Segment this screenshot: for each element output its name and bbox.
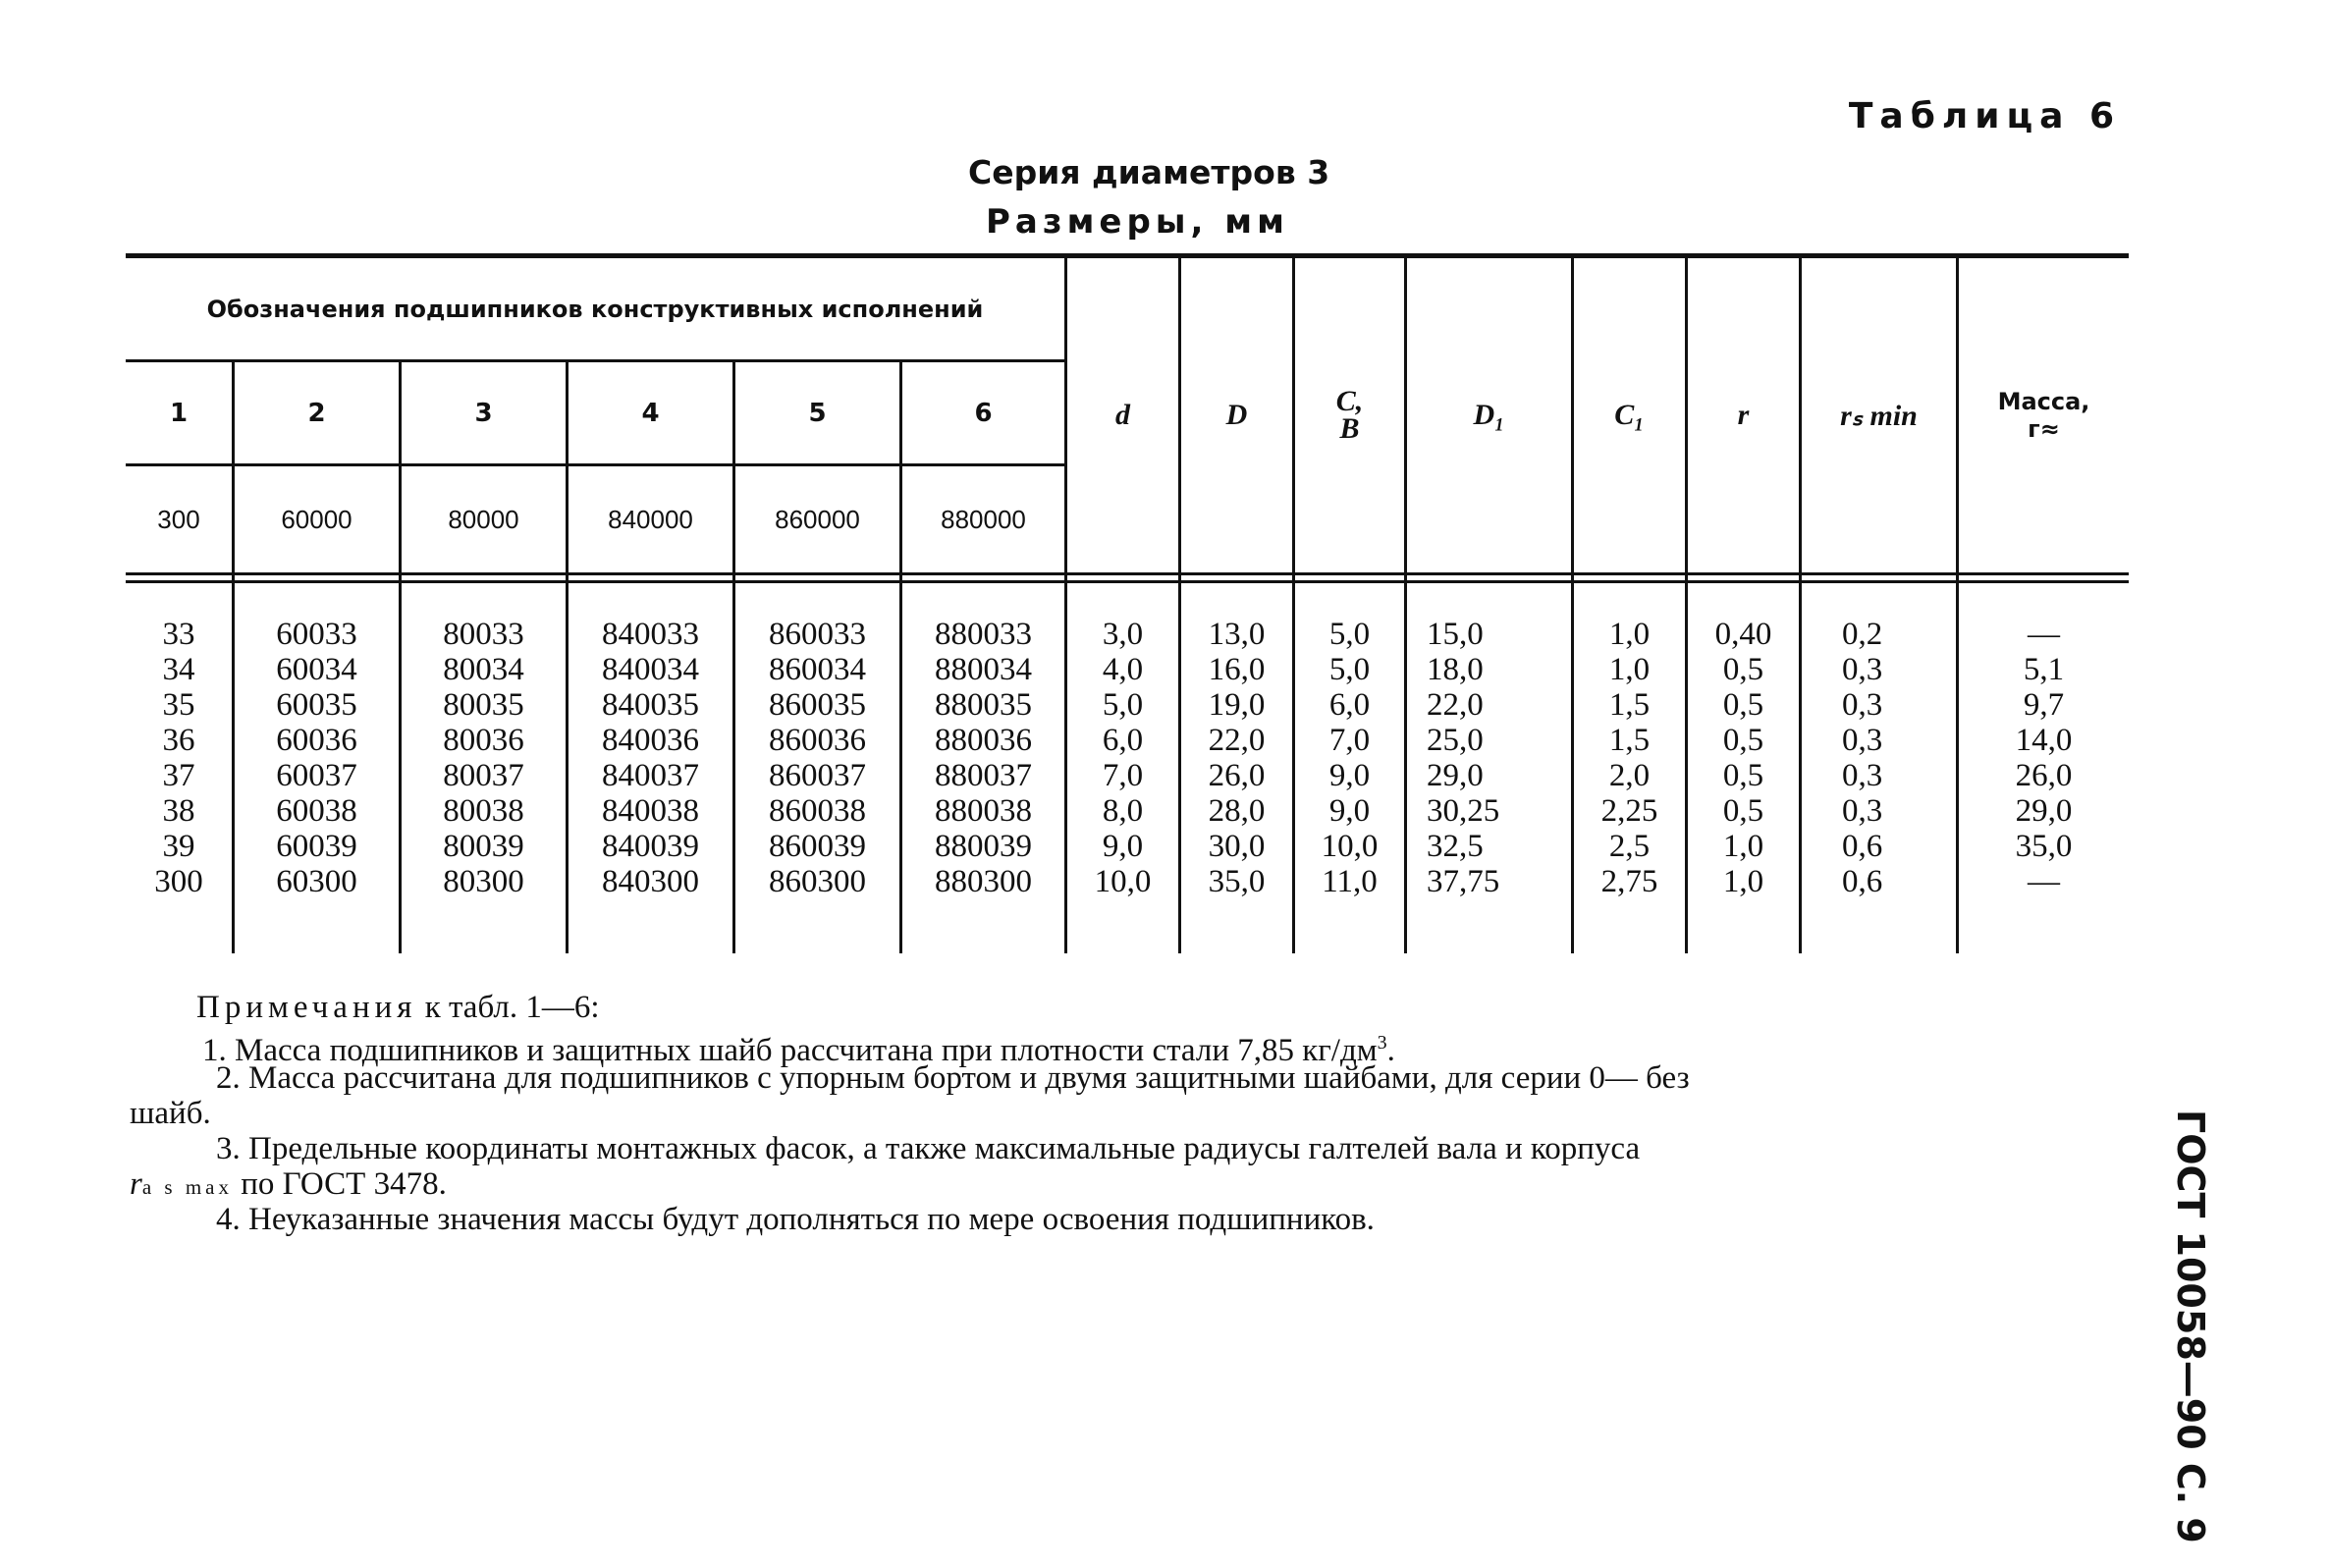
- table-cell-r: 1,0: [1722, 829, 1764, 864]
- table-cell-d1: 18,0: [1427, 652, 1484, 687]
- header-mass-label: Масса,: [1997, 388, 2090, 415]
- table-cell-r: 0,5: [1722, 758, 1764, 793]
- table-cell-c6: 880035: [935, 687, 1032, 723]
- table-cell-c6: 880037: [935, 758, 1032, 793]
- table-cell-r: 0,5: [1722, 723, 1764, 758]
- table-cell-cb: 6,0: [1328, 687, 1371, 723]
- header-C-B: [1295, 258, 1404, 572]
- column-design-2: [235, 617, 399, 899]
- table-cell-c1: 37: [162, 758, 195, 793]
- column-number-5: 5: [808, 398, 827, 428]
- standard-page-code: ГОСТ 10058—90 С. 9: [2169, 1109, 2212, 1543]
- table-cell-cb: 5,0: [1328, 652, 1371, 687]
- table-cell-rs: 0,3: [1842, 652, 1883, 687]
- table-cell-d: 9,0: [1102, 829, 1144, 864]
- table-cell-rs: 0,3: [1842, 687, 1883, 723]
- table-cell-c5: 860039: [769, 829, 866, 864]
- table-cell-c4: 840034: [602, 652, 699, 687]
- note-3-rest: по ГОСТ 3478.: [233, 1166, 447, 1202]
- table-cell-d: 30,0: [1208, 829, 1266, 864]
- table-cell-c3: 80034: [443, 652, 524, 687]
- column-design-4: [569, 617, 732, 899]
- table-cell-mass: —: [2028, 617, 2060, 652]
- column-design-3: [402, 617, 566, 899]
- column-C1: [1574, 617, 1685, 899]
- table-cell-c1: 38: [162, 793, 195, 829]
- table-cell-c3: 80037: [443, 758, 524, 793]
- table-cell-d: 8,0: [1102, 793, 1144, 829]
- column-number-1: 1: [169, 398, 189, 428]
- column-mass: [1959, 617, 2129, 899]
- note-3-r-symbol: r: [130, 1166, 142, 1202]
- table-cell-c2: 60033: [276, 617, 357, 652]
- table-cell-d: 4,0: [1102, 652, 1144, 687]
- table-cell-d: 22,0: [1208, 723, 1266, 758]
- column-r: [1688, 617, 1799, 899]
- table-cell-c2: 60037: [276, 758, 357, 793]
- table-cell-c5: 860038: [769, 793, 866, 829]
- note-3-subscript: a s max: [141, 1175, 233, 1199]
- table-cell-c6: 880039: [935, 829, 1032, 864]
- column-design-6: [902, 617, 1064, 899]
- table-cell-mass: 35,0: [2015, 829, 2073, 864]
- table-cell-c3: 80033: [443, 617, 524, 652]
- table-cell-c4: 840039: [602, 829, 699, 864]
- table-cell-mass: 5,1: [2023, 652, 2065, 687]
- table-cell-c1: 2,75: [1600, 864, 1658, 899]
- table-cell-cb: 9,0: [1328, 793, 1371, 829]
- table-cell-d: 28,0: [1208, 793, 1266, 829]
- table-cell-c6: 880034: [935, 652, 1032, 687]
- table-cell-r: 0,5: [1722, 793, 1764, 829]
- table-cell-c2: 60034: [276, 652, 357, 687]
- header-B: B: [1339, 412, 1360, 445]
- table-cell-c4: 840038: [602, 793, 699, 829]
- table-number: Таблица 6: [1848, 96, 2121, 136]
- note-3-line-1: 3. Предельные координаты монтажных фасок, а также максимальные радиусы галтелей вала и корпуса: [216, 1131, 1641, 1166]
- note-1-superscript: 3: [1377, 1032, 1387, 1054]
- table-cell-rs: 0,3: [1842, 758, 1883, 793]
- table-cell-d1: 30,25: [1427, 793, 1500, 829]
- table-cell-c6: 880033: [935, 617, 1032, 652]
- table-cell-c4: 840300: [602, 864, 699, 899]
- table-cell-c6: 880038: [935, 793, 1032, 829]
- table-cell-rs: 0,2: [1842, 617, 1883, 652]
- column-number-3: 3: [474, 398, 493, 428]
- table-cell-c6: 880300: [935, 864, 1032, 899]
- header-D1: D₁: [1473, 399, 1505, 431]
- note-3-line-2: [130, 1166, 447, 1205]
- table-cell-d1: 25,0: [1427, 723, 1484, 758]
- table-cell-c1: 300: [154, 864, 203, 899]
- table-cell-c1: 33: [162, 617, 195, 652]
- header-mass-unit: г≈: [2028, 415, 2060, 443]
- table-cell-d: 35,0: [1208, 864, 1266, 899]
- header-D: D: [1225, 399, 1248, 431]
- series-code-5: 860000: [775, 504, 860, 534]
- header-bottom-rule: [126, 572, 2129, 575]
- table-cell-c5: 860035: [769, 687, 866, 723]
- table-cell-cb: 5,0: [1328, 617, 1371, 652]
- header-d: d: [1115, 399, 1130, 431]
- table-cell-c1: 1,5: [1608, 687, 1651, 723]
- table-cell-c6: 880036: [935, 723, 1032, 758]
- table-cell-mass: —: [2028, 864, 2060, 899]
- table-cell-c1: 2,5: [1608, 829, 1651, 864]
- table-cell-c3: 80035: [443, 687, 524, 723]
- table-cell-d1: 22,0: [1427, 687, 1484, 723]
- table-cell-d: 6,0: [1102, 723, 1144, 758]
- table-cell-r: 0,5: [1722, 652, 1764, 687]
- table-cell-c2: 60035: [276, 687, 357, 723]
- column-design-5: [735, 617, 899, 899]
- table-cell-c5: 860300: [769, 864, 866, 899]
- column-design-1: [126, 617, 232, 899]
- table-cell-rs: 0,6: [1842, 829, 1883, 864]
- column-number-4: 4: [641, 398, 660, 428]
- table-cell-mass: 14,0: [2015, 723, 2073, 758]
- table-cell-d: 13,0: [1208, 617, 1266, 652]
- series-title: Серия диаметров 3: [968, 153, 1330, 191]
- note-2-line-2: шайб.: [130, 1096, 211, 1131]
- table-cell-c1: 36: [162, 723, 195, 758]
- series-code-2: 60000: [281, 504, 352, 534]
- table-cell-cb: 9,0: [1328, 758, 1371, 793]
- table-cell-d1: 29,0: [1427, 758, 1484, 793]
- table-cell-d1: 37,75: [1427, 864, 1500, 899]
- series-code-3: 80000: [448, 504, 519, 534]
- table-cell-d: 7,0: [1102, 758, 1144, 793]
- table-cell-c1: 1,0: [1608, 617, 1651, 652]
- table-cell-c5: 860033: [769, 617, 866, 652]
- table-cell-d: 26,0: [1208, 758, 1266, 793]
- note-4: 4. Неуказанные значения массы будут дополняться по мере освоения подшипников.: [216, 1202, 1375, 1237]
- header-C1: C₁: [1614, 399, 1645, 431]
- table-cell-cb: 10,0: [1321, 829, 1379, 864]
- table-cell-rs: 0,3: [1842, 723, 1883, 758]
- table-cell-c5: 860034: [769, 652, 866, 687]
- notes-heading-word: Примечания: [196, 990, 417, 1025]
- table-cell-c3: 80036: [443, 723, 524, 758]
- column-number-2: 2: [307, 398, 326, 428]
- column-D: [1181, 617, 1292, 899]
- table-cell-c2: 60039: [276, 829, 357, 864]
- table-cell-d: 3,0: [1102, 617, 1144, 652]
- table-cell-d1: 15,0: [1427, 617, 1484, 652]
- table-cell-c4: 840036: [602, 723, 699, 758]
- header-rs-min: rₛ min: [1840, 399, 1918, 432]
- table-cell-d: 5,0: [1102, 687, 1144, 723]
- note-1-end: .: [1386, 1033, 1395, 1068]
- table-cell-d: 16,0: [1208, 652, 1266, 687]
- series-code-1: 300: [157, 504, 200, 534]
- table-cell-d1: 32,5: [1427, 829, 1484, 864]
- table-cell-mass: 29,0: [2015, 793, 2073, 829]
- table-cell-cb: 11,0: [1322, 864, 1378, 899]
- series-code-6: 880000: [941, 504, 1026, 534]
- table-cell-c5: 860037: [769, 758, 866, 793]
- table-cell-c3: 80039: [443, 829, 524, 864]
- table-cell-rs: 0,6: [1842, 864, 1883, 899]
- table-cell-c1: 34: [162, 652, 195, 687]
- header-r: r: [1737, 399, 1750, 431]
- table-cell-rs: 0,3: [1842, 793, 1883, 829]
- header-mass: [1959, 258, 2129, 572]
- table-cell-c2: 60038: [276, 793, 357, 829]
- table-cell-mass: 9,7: [2023, 687, 2065, 723]
- table-cell-c4: 840035: [602, 687, 699, 723]
- note-1-text: 1. Масса подшипников и защитных шайб рассчитана при плотности стали 7,85 кг/дм: [202, 1033, 1378, 1068]
- table-cell-r: 0,40: [1714, 617, 1772, 652]
- table-cell-c1: 2,0: [1608, 758, 1651, 793]
- units-title: Размеры, мм: [986, 202, 1289, 242]
- table-cell-mass: 26,0: [2015, 758, 2073, 793]
- table-cell-d: 19,0: [1208, 687, 1266, 723]
- column-number-6: 6: [974, 398, 993, 428]
- table-cell-c1: 35: [162, 687, 195, 723]
- column-rs-min: [1842, 617, 1956, 899]
- table-cell-c1: 1,0: [1608, 652, 1651, 687]
- table-cell-c2: 60036: [276, 723, 357, 758]
- notes-heading-rest: к табл. 1—6:: [416, 990, 600, 1025]
- notes-heading: [196, 990, 600, 1025]
- header-bottom-rule-2: [126, 580, 2129, 583]
- column-D1: [1427, 617, 1571, 899]
- column-C-B: [1295, 617, 1404, 899]
- table-cell-d: 10,0: [1094, 864, 1152, 899]
- table-cell-c5: 860036: [769, 723, 866, 758]
- table-cell-c3: 80038: [443, 793, 524, 829]
- table-cell-c1: 1,5: [1608, 723, 1651, 758]
- table-cell-c3: 80300: [443, 864, 524, 899]
- header-C: C,: [1335, 385, 1364, 417]
- table-cell-cb: 7,0: [1328, 723, 1371, 758]
- table-cell-c2: 60300: [276, 864, 357, 899]
- note-2-line-1: 2. Масса рассчитана для подшипников с упорным бортом и двумя защитными шайбами, для серии 0— без: [216, 1060, 1690, 1096]
- table-cell-r: 1,0: [1722, 864, 1764, 899]
- designation-group-header: Обозначения подшипников конструктивных исполнений: [206, 295, 984, 323]
- table-cell-c4: 840033: [602, 617, 699, 652]
- table-cell-c1: 39: [162, 829, 195, 864]
- table-cell-r: 0,5: [1722, 687, 1764, 723]
- series-code-4: 840000: [608, 504, 693, 534]
- column-d: [1067, 617, 1178, 899]
- table-cell-c1: 2,25: [1600, 793, 1658, 829]
- table-cell-c4: 840037: [602, 758, 699, 793]
